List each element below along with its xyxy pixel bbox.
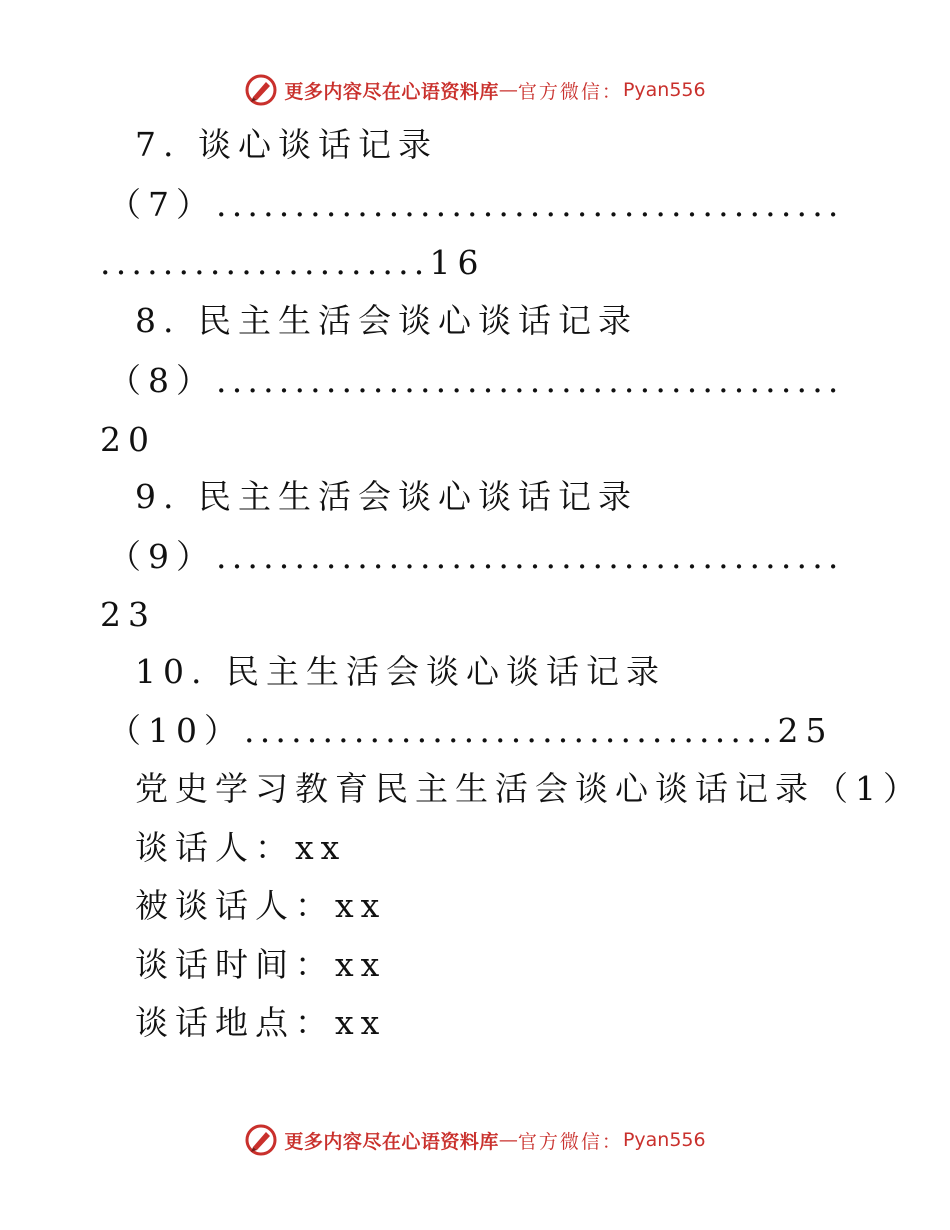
place-label: 谈话地点： xyxy=(135,1003,335,1042)
toc-item-7-dots-cont: ..................... xyxy=(100,243,430,282)
toc-item-10-leader xyxy=(108,711,833,751)
watermark-separator: — xyxy=(498,79,518,101)
talker-value: xx xyxy=(295,828,347,867)
toc-item-10-dots: .................................. xyxy=(244,711,778,750)
toc-item-9-leader xyxy=(108,537,844,577)
interviewee-value: xx xyxy=(335,886,387,925)
toc-item-10-title: 10. 民主生活会谈心谈话记录 xyxy=(135,652,666,691)
interviewee-row xyxy=(135,886,386,926)
footer-watermark xyxy=(0,1120,950,1160)
toc-item-8-title: 8. 民主生活会谈心谈话记录 xyxy=(135,301,638,340)
toc-item-8-leader xyxy=(108,361,844,401)
toc-item-7-leader-cont xyxy=(100,243,486,283)
record-heading: 党史学习教育民主生活会谈心谈话记录（1） xyxy=(135,769,923,808)
toc-item-8-dots: ........................................ xyxy=(216,361,844,400)
watermark-id: Pyan556 xyxy=(622,1129,706,1151)
watermark-id: Pyan556 xyxy=(622,79,706,101)
toc-item-9-number: （9） xyxy=(108,537,216,576)
time-label: 谈话时间： xyxy=(135,945,335,984)
talker-label: 谈话人： xyxy=(135,828,295,867)
toc-item-9-dots: ........................................ xyxy=(216,537,844,576)
pen-logo-icon xyxy=(244,73,278,107)
toc-item-7-dots: ........................................ xyxy=(216,185,844,224)
watermark-text: 更多内容尽在心语资料库 xyxy=(284,80,499,103)
toc-item-9-title: 9. 民主生活会谈心谈话记录 xyxy=(135,477,638,516)
watermark-official: 官方微信： xyxy=(517,80,623,103)
toc-item-7-leader xyxy=(108,185,844,225)
interviewee-label: 被谈话人： xyxy=(135,886,335,925)
toc-item-8-page: 20 xyxy=(100,420,156,459)
toc-item-7-title: 7. 谈心谈话记录 xyxy=(135,125,438,164)
time-value: xx xyxy=(335,945,387,984)
toc-item-9-page: 23 xyxy=(100,595,156,634)
header-watermark xyxy=(0,70,950,110)
watermark-text: 更多内容尽在心语资料库 xyxy=(284,1130,499,1153)
watermark-official: 官方微信： xyxy=(517,1130,623,1153)
place-value: xx xyxy=(335,1003,387,1042)
toc-item-10-page: 25 xyxy=(777,711,834,750)
watermark-separator: — xyxy=(498,1129,518,1151)
pen-logo-icon xyxy=(244,1123,278,1157)
toc-item-7-number: （7） xyxy=(108,185,216,224)
place-row xyxy=(135,1003,386,1043)
toc-item-10-number: （10） xyxy=(108,711,244,750)
toc-item-8-number: （8） xyxy=(108,361,216,400)
time-row xyxy=(135,945,386,985)
toc-item-7-page: 16 xyxy=(429,243,486,282)
talker-row xyxy=(135,828,346,868)
